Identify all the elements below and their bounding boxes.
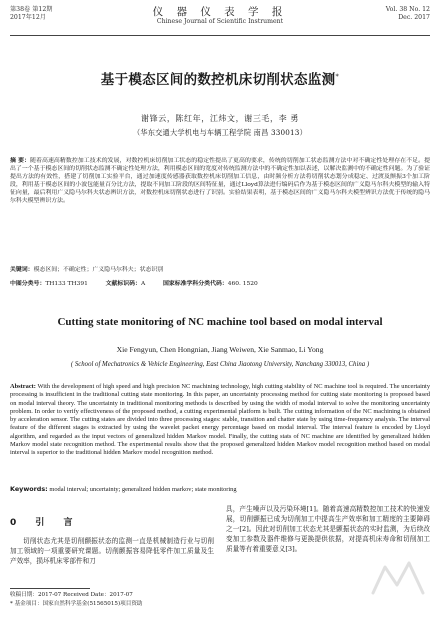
doc-code-value: A xyxy=(140,281,146,287)
header-volume: 第38卷 第12期 xyxy=(10,6,53,13)
footnote-divider xyxy=(10,588,90,589)
section-heading-intro xyxy=(10,518,214,528)
paper-title-en: Cutting state monitoring of NC machine tool based on modal interval xyxy=(57,316,383,328)
clc-value: TH133 TH391 xyxy=(45,281,88,287)
keywords-en xyxy=(10,485,430,494)
paper-title-cn-text: 基于模态区间的数控机床切削状态监测 xyxy=(100,72,336,88)
affiliation-en: ( School of Mechatronics & Vehicle Engineering, East China Jiaotong University, Nanchang 330013, China ) xyxy=(70,361,370,368)
clc-label: 中图分类号： xyxy=(10,281,46,287)
keywords-cn xyxy=(10,266,430,274)
abstract-cn-text: 随着高速高精数控加工技术的发展，对数控机床切削加工状态的稳定性提出了更高的要求，传统的切削加工状态监测方法中对不确定性处理存在不足。提出了一个基于模态区间的切削状态监测不确定性处理方法，利用模态区间的宽度对传统监测方法中的不确定性加以表述，以解决监测中的不确定性问题。为了验证提出方法的有效性，搭建了切削加工实验平台，通过加速度传感器获取数控机床切削加工信息，由时频分析方法将切削状态划分成稳定、过渡及颤振3个加工阶段，利用基于模态区间的小波包能量百分比方法，提取不同加工阶段的区间特征量，通过Lloyd算法进行编码后作为基于模态区间的广义隐马尔科夫模型的输入特征向量，最后利用广义隐马尔科夫状态辨识方法，对数控机床切削状态进行了识别。实验结果表明，基于模态区间的广义隐马尔科夫模型辨识方法优于传统的隐马尔科夫模型辨识方法。 xyxy=(10,158,430,205)
footnote-received: 收稿日期：2017-07 Received Date：2017-07 xyxy=(10,592,133,598)
header-divider xyxy=(10,35,430,36)
header-volume-info-en xyxy=(386,6,430,22)
running-header xyxy=(10,6,430,34)
header-date-en: Dec. 2017 xyxy=(398,14,430,21)
body-column-left xyxy=(10,504,214,580)
intro-paragraph-right: 具，产生噪声以及污染环境[1]。随着高速高精数控加工技术的快速发展，切削颤振已成为切削加工中提高生产效率和加工精度的主要障碍之一[2]。因此对切削加工状态尤其是颤振状态的实时监测，为后续改变加工参数及器件维修与更换提供依据，对提高机床寿命和切削加工质量等有着重要意义[3]。 xyxy=(226,505,430,553)
header-date-cn: 2017年12月 xyxy=(10,14,46,21)
abstract-cn xyxy=(10,157,430,263)
abstract-en xyxy=(10,383,430,481)
keywords-cn-label: 关键词： xyxy=(10,267,34,273)
authors-en: Xie Fengyun, Chen Hongnian, Jiang Weiwen, Xie Sanmao, Li Yong xyxy=(116,345,324,354)
keywords-en-text: modal interval; uncertainty; generalized hidden markov; state monitoring xyxy=(49,486,237,493)
abstract-en-label: Abstract: xyxy=(10,383,36,390)
watermark-logo-icon xyxy=(365,555,430,605)
subject-code-value: 460. 1520 xyxy=(227,281,258,287)
keywords-en-label: Keywords: xyxy=(10,485,48,493)
intro-paragraph-left: 切削状态尤其是切削颤振状态的监测一直是机械制造行业与切削加工领域的一项重要研究课题。切削颤振容易降低零件加工质量及生产效率，损坏机床零部件和刀 xyxy=(10,537,214,565)
authors-cn: 谢锋云，陈红年，江炜文，谢三毛，李 勇 xyxy=(141,114,299,123)
doc-code-label: 文献标识码： xyxy=(105,281,141,287)
header-volume-en: Vol. 38 No. 12 xyxy=(385,6,430,13)
section-number: 0 xyxy=(10,518,25,528)
affiliation-cn: （华东交通大学机电与车辆工程学院 南昌 330013） xyxy=(133,128,307,137)
title-footnote-mark: * xyxy=(335,72,340,81)
journal-name-en: Chinese Journal of Scientific Instrument xyxy=(156,18,284,25)
classification-line xyxy=(10,280,430,288)
paper-title-cn xyxy=(0,68,440,88)
journal-name-cn: 仪 器 仪 表 学 报 xyxy=(152,6,288,18)
section-title: 引 言 xyxy=(35,518,81,528)
abstract-cn-label: 摘 要： xyxy=(10,158,31,164)
subject-code-label: 国家标准学科分类代码： xyxy=(162,281,228,287)
abstract-en-text: With the development of high speed and high precision NC machining technology, high cutting stability of NC machine tool is required. The uncertainty processing is insufficient in the traditional cutting state monitoring. In this paper, an uncertainty processing method for cutting state monitoring is proposed based on modal interval theory. The uncertainty in traditional monitoring methods is described by using the width of modal interval to solve the monitoring uncertainty problem. In order to verify effectiveness of the proposed method, a cutting experimental platform is built. The cutting information of the NC machining is obtained by acceleration sensor. The cutting states are divided into three processing stages: stable, transition and chatter state by using time-frequency analysis. The interval feature of the different stages is extracted by using the wavelet packet energy percentage based on modal interval. The interval feature is encoded by Lloyd algorithm, and regarded as the input vectors of generalized hidden Markov model. Finally, the cutting stats of NC machine are identified by generalized hidden Markov model state recognition method. The experimental results show that the proposed generalized hidden Markov model recognition method based on modal interval is superior to the traditional hidden Markov model recognition method. xyxy=(10,383,430,457)
footnote-funding: * 基金项目：国家自然科学基金(51565015)项目资助 xyxy=(10,601,143,607)
header-journal xyxy=(10,6,430,26)
keywords-cn-text: 模态区间；不确定性；广义隐马尔科夫；状态识别 xyxy=(33,267,164,273)
